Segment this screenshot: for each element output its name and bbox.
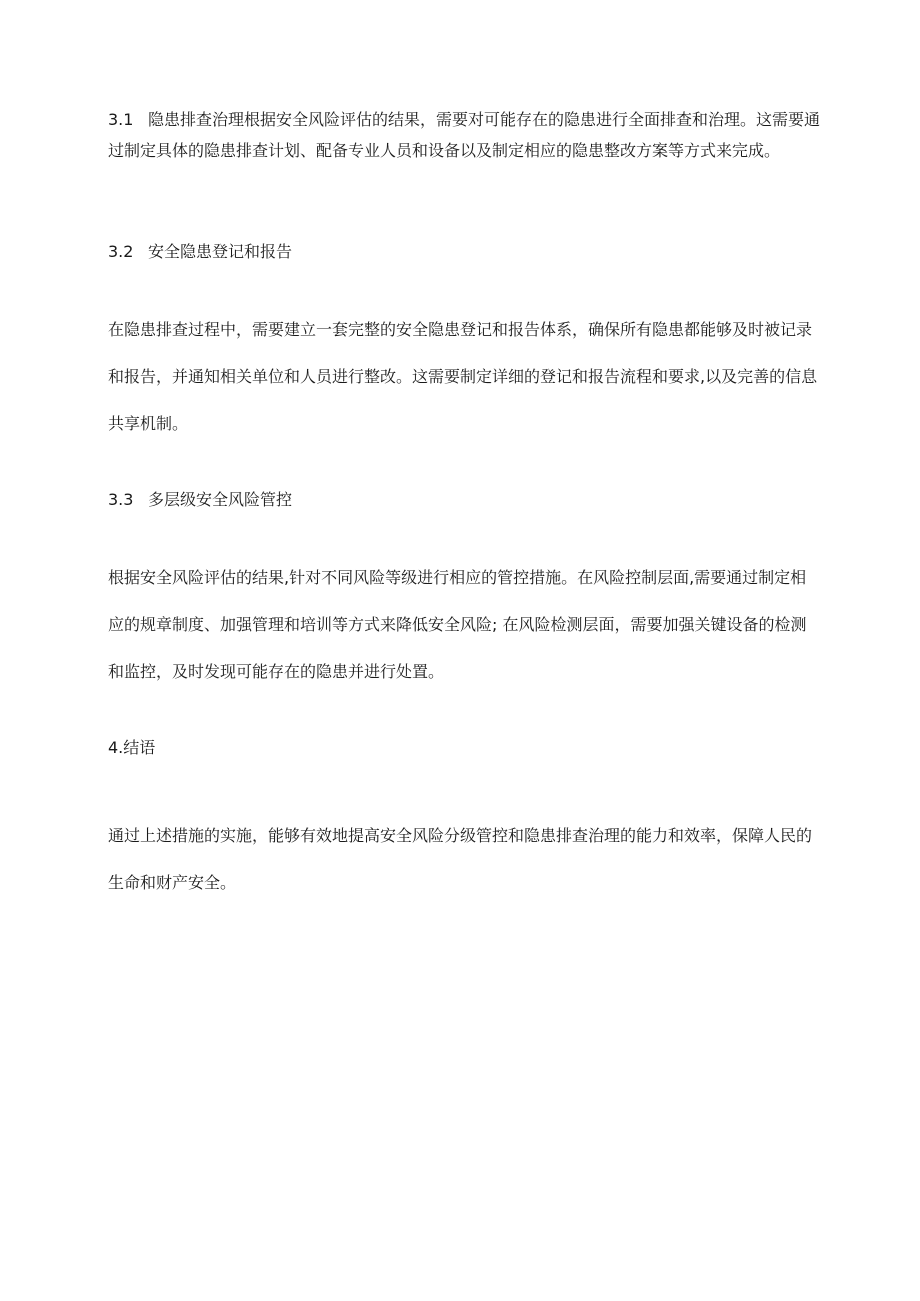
section-3-3-number: 3.3: [108, 490, 134, 509]
section-3-2-heading: [108, 236, 292, 267]
section-3-3-paragraph: 根据安全风险评估的结果,针对不同风险等级进行相应的管控措施。在风险控制层面,需要通过制定相应的规章制度、加强管理和培训等方式来降低安全风险; 在风险检测层面，需要加强关键设备的检测和监控，及时发现可能存在的隐患并进行处置。: [108, 568, 807, 681]
section-4-paragraph: 通过上述措施的实施，能够有效地提高安全风险分级管控和隐患排查治理的能力和效率，保障人民的生命和财产安全。: [108, 826, 813, 892]
section-3-2-number: 3.2: [108, 242, 134, 261]
section-3-2-paragraph: 在隐患排查过程中，需要建立一套完整的安全隐患登记和报告体系，确保所有隐患都能够及时被记录和报告，并通知相关单位和人员进行整改。这需要制定详细的登记和报告流程和要求,以及完善的信息共享机制。: [108, 320, 818, 433]
section-3-3-title: 多层级安全风险管控: [148, 490, 293, 509]
section-3-1-text: 隐患排查治理根据安全风险评估的结果，需要对可能存在的隐患进行全面排查和治理。这需要通过制定具体的隐患排查计划、配备专业人员和设备以及制定相应的隐患整改方案等方式来完成。: [108, 110, 821, 160]
section-3-2-title: 安全隐患登记和报告: [148, 242, 293, 261]
section-3-1-number: 3.1: [108, 110, 134, 129]
section-4-heading: 4.结语: [108, 738, 156, 757]
section-3-3-heading: [108, 484, 292, 515]
section-3-1-paragraph: [108, 104, 820, 166]
